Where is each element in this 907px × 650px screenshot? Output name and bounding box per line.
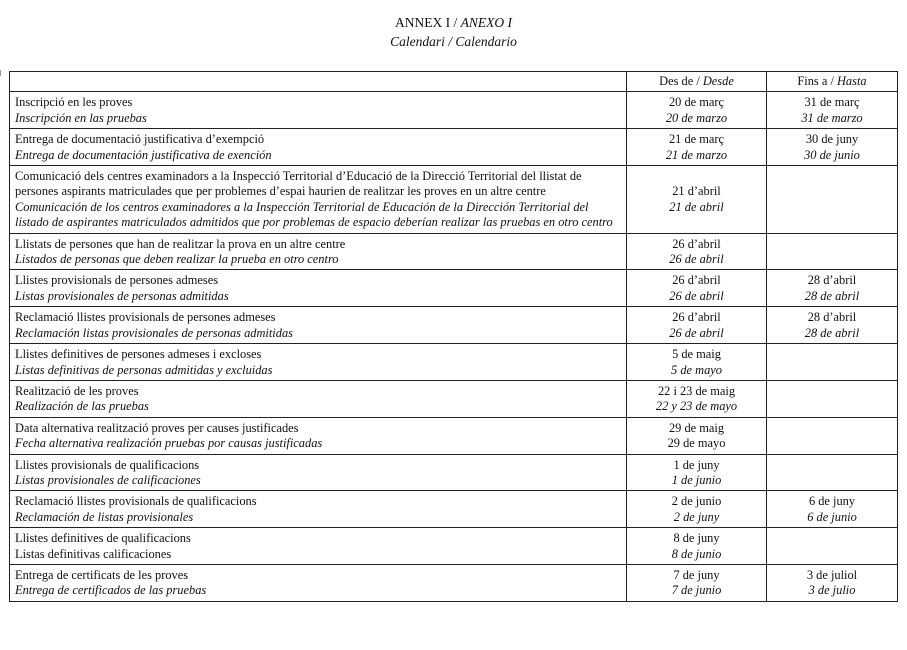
from-date-cell (627, 270, 767, 307)
from-date-es: 26 de abril (669, 288, 724, 303)
to-date-cell (767, 307, 898, 344)
to-date-ca: 3 de juliol (806, 567, 858, 582)
from-date-cell (627, 344, 767, 381)
to-date-es: 6 de junio (807, 509, 857, 524)
activity-ca: Entrega de documentació justificativa d’exempció (15, 132, 265, 147)
from-date-es: 22 y 23 de mayo (655, 399, 738, 414)
table-row (10, 129, 898, 166)
to-date-cell (767, 166, 898, 234)
annex-subtitle (0, 32, 907, 51)
activity-es: Reclamación listas provisionales de personas admitidas (15, 325, 293, 340)
from-date-es: 7 de junio (671, 583, 722, 598)
activity-ca: Llistes definitives de persones admeses i excloses (15, 347, 262, 362)
from-date-cell (627, 233, 767, 270)
header-activity (10, 72, 627, 92)
activity-es: Listas provisionales de calificaciones (15, 472, 201, 487)
activity-ca: Llistes provisionals de qualificacions (15, 457, 200, 472)
activity-ca: Entrega de certificats de les proves (15, 567, 189, 582)
header-to (767, 72, 898, 92)
from-date-ca: 21 d’abril (672, 184, 721, 199)
table-row (10, 528, 898, 565)
document-heading (0, 13, 907, 51)
to-date-cell (767, 528, 898, 565)
activity-cell (10, 129, 627, 166)
from-date-cell (627, 528, 767, 565)
from-date-cell (627, 166, 767, 234)
from-date-cell (627, 129, 767, 166)
activity-es: Listas provisionales de personas admitidas (15, 288, 229, 303)
header-from (627, 72, 767, 92)
header-to-ca: Fins a (797, 74, 828, 88)
from-date-ca: 7 de juny (673, 567, 720, 582)
activity-cell (10, 166, 627, 234)
from-date-cell (627, 491, 767, 528)
activity-es: Inscripción en las pruebas (15, 110, 147, 125)
activity-cell (10, 307, 627, 344)
from-date-ca: 8 de juny (673, 531, 720, 546)
activity-ca: Data alternativa realització proves per causes justificades (15, 420, 299, 435)
to-date-cell (767, 454, 898, 491)
activity-cell (10, 380, 627, 417)
from-date-ca: 5 de maig (672, 347, 721, 362)
activity-ca: Reclamació llistes provisionals de persones admeses (15, 310, 276, 325)
activity-ca: Llistes provisionals de persones admeses (15, 273, 219, 288)
activity-es: Entrega de documentación justificativa de exención (15, 147, 272, 162)
activity-ca: Realització de les proves (15, 383, 139, 398)
activity-ca: Comunicació dels centres examinadors a la Inspecció Territorial d’Educació de la Direcció Territorial del llistat de persones aspirants matriculades que per problemes d’espai haurien de realitzar les proves en un altre centre (15, 169, 582, 199)
to-date-cell (767, 129, 898, 166)
from-date-ca: 21 de març (668, 132, 725, 147)
table-row (10, 92, 898, 129)
table-row (10, 491, 898, 528)
from-date-ca: 26 d’abril (672, 236, 721, 251)
from-date-cell (627, 417, 767, 454)
to-date-cell (767, 380, 898, 417)
activity-es: Reclamación de listas provisionales (15, 509, 194, 524)
from-date-cell (627, 564, 767, 601)
from-date-ca: 29 de maig (668, 420, 725, 435)
activity-cell (10, 564, 627, 601)
from-date-es: 2 de juny (673, 509, 720, 524)
from-date-es: 29 de mayo (667, 436, 726, 451)
header-to-es: Hasta (836, 74, 867, 88)
to-date-cell (767, 233, 898, 270)
annex-title-ca: ANNEX I (394, 15, 451, 30)
activity-es: Fecha alternativa realización pruebas por causas justificadas (15, 436, 323, 451)
annex-title (0, 13, 907, 32)
from-date-ca: 26 d’abril (672, 273, 721, 288)
table-row (10, 307, 898, 344)
calendar-table (9, 71, 898, 602)
activity-cell (10, 270, 627, 307)
activity-ca: Reclamació llistes provisionals de qualificacions (15, 494, 257, 509)
header-from-sep: / (693, 74, 703, 88)
table-row (10, 344, 898, 381)
from-date-ca: 26 d’abril (672, 310, 721, 325)
to-date-es: 28 de abril (804, 288, 860, 303)
from-date-es: 20 de marzo (665, 110, 728, 125)
annex-title-es: ANEXO I (460, 15, 512, 30)
activity-cell (10, 344, 627, 381)
activity-cell (10, 92, 627, 129)
from-date-es: 8 de junio (671, 546, 722, 561)
to-date-cell (767, 92, 898, 129)
table-row (10, 270, 898, 307)
from-date-ca: 22 i 23 de maig (657, 383, 736, 398)
activity-ca: Inscripció en les proves (15, 95, 133, 110)
to-date-es: 3 de julio (808, 583, 856, 598)
activity-cell (10, 454, 627, 491)
activity-ca: Llistes definitives de qualificacions (15, 531, 191, 546)
activity-cell (10, 528, 627, 565)
calendar-table-body (10, 92, 898, 601)
activity-es: Listas definitivas de personas admitidas y excluidas (15, 362, 273, 377)
activity-cell (10, 233, 627, 270)
activity-es: Listas definitivas calificaciones (15, 546, 172, 561)
table-row (10, 417, 898, 454)
page-edge-mark (0, 70, 3, 76)
to-date-cell (767, 417, 898, 454)
to-date-ca: 28 d’abril (807, 310, 857, 325)
from-date-es: 21 de abril (669, 199, 724, 214)
activity-cell (10, 417, 627, 454)
to-date-es: 31 de marzo (801, 110, 863, 125)
activity-ca: Llistats de persones que han de realitzar la prova en un altre centre (15, 236, 346, 251)
from-date-ca: 1 de juny (673, 457, 720, 472)
table-header-row (10, 72, 898, 92)
to-date-cell (767, 344, 898, 381)
table-row (10, 564, 898, 601)
from-date-cell (627, 92, 767, 129)
table-row (10, 166, 898, 234)
from-date-es: 5 de mayo (671, 362, 722, 377)
to-date-ca: 28 d’abril (807, 273, 857, 288)
from-date-es: 21 de marzo (665, 147, 728, 162)
to-date-cell (767, 491, 898, 528)
from-date-ca: 20 de març (668, 95, 725, 110)
activity-es: Entrega de certificados de las pruebas (15, 583, 207, 598)
to-date-es: 30 de junio (804, 147, 860, 162)
from-date-cell (627, 454, 767, 491)
from-date-es: 26 de abril (669, 252, 724, 267)
from-date-cell (627, 307, 767, 344)
to-date-es: 28 de abril (804, 325, 860, 340)
table-row (10, 233, 898, 270)
activity-es: Realización de las pruebas (15, 399, 149, 414)
annex-subtitle-sep: / (444, 34, 456, 49)
from-date-es: 1 de junio (671, 472, 722, 487)
header-to-sep: / (827, 74, 837, 88)
from-date-cell (627, 380, 767, 417)
header-from-ca: Des de (659, 74, 694, 88)
annex-subtitle-ca: Calendari (390, 34, 445, 49)
annex-subtitle-es: Calendario (455, 34, 517, 49)
activity-es: Comunicación de los centros examinadores a la Inspección Territorial de Educación de la Dirección Territorial del listado de aspirantes matriculados admitidos que por problemas de espacio deberían realizar las pruebas en otro centro (15, 199, 613, 230)
header-from-es: Desde (702, 74, 734, 88)
table-row (10, 454, 898, 491)
to-date-cell (767, 564, 898, 601)
from-date-es: 26 de abril (669, 325, 724, 340)
to-date-cell (767, 270, 898, 307)
to-date-ca: 6 de juny (808, 494, 856, 509)
annex-title-sep: / (450, 15, 461, 30)
to-date-ca: 30 de juny (805, 132, 859, 147)
from-date-ca: 2 de junio (671, 494, 722, 509)
to-date-ca: 31 de març (804, 95, 860, 110)
activity-es: Listados de personas que deben realizar la prueba en otro centro (15, 252, 339, 267)
activity-cell (10, 491, 627, 528)
table-row (10, 380, 898, 417)
